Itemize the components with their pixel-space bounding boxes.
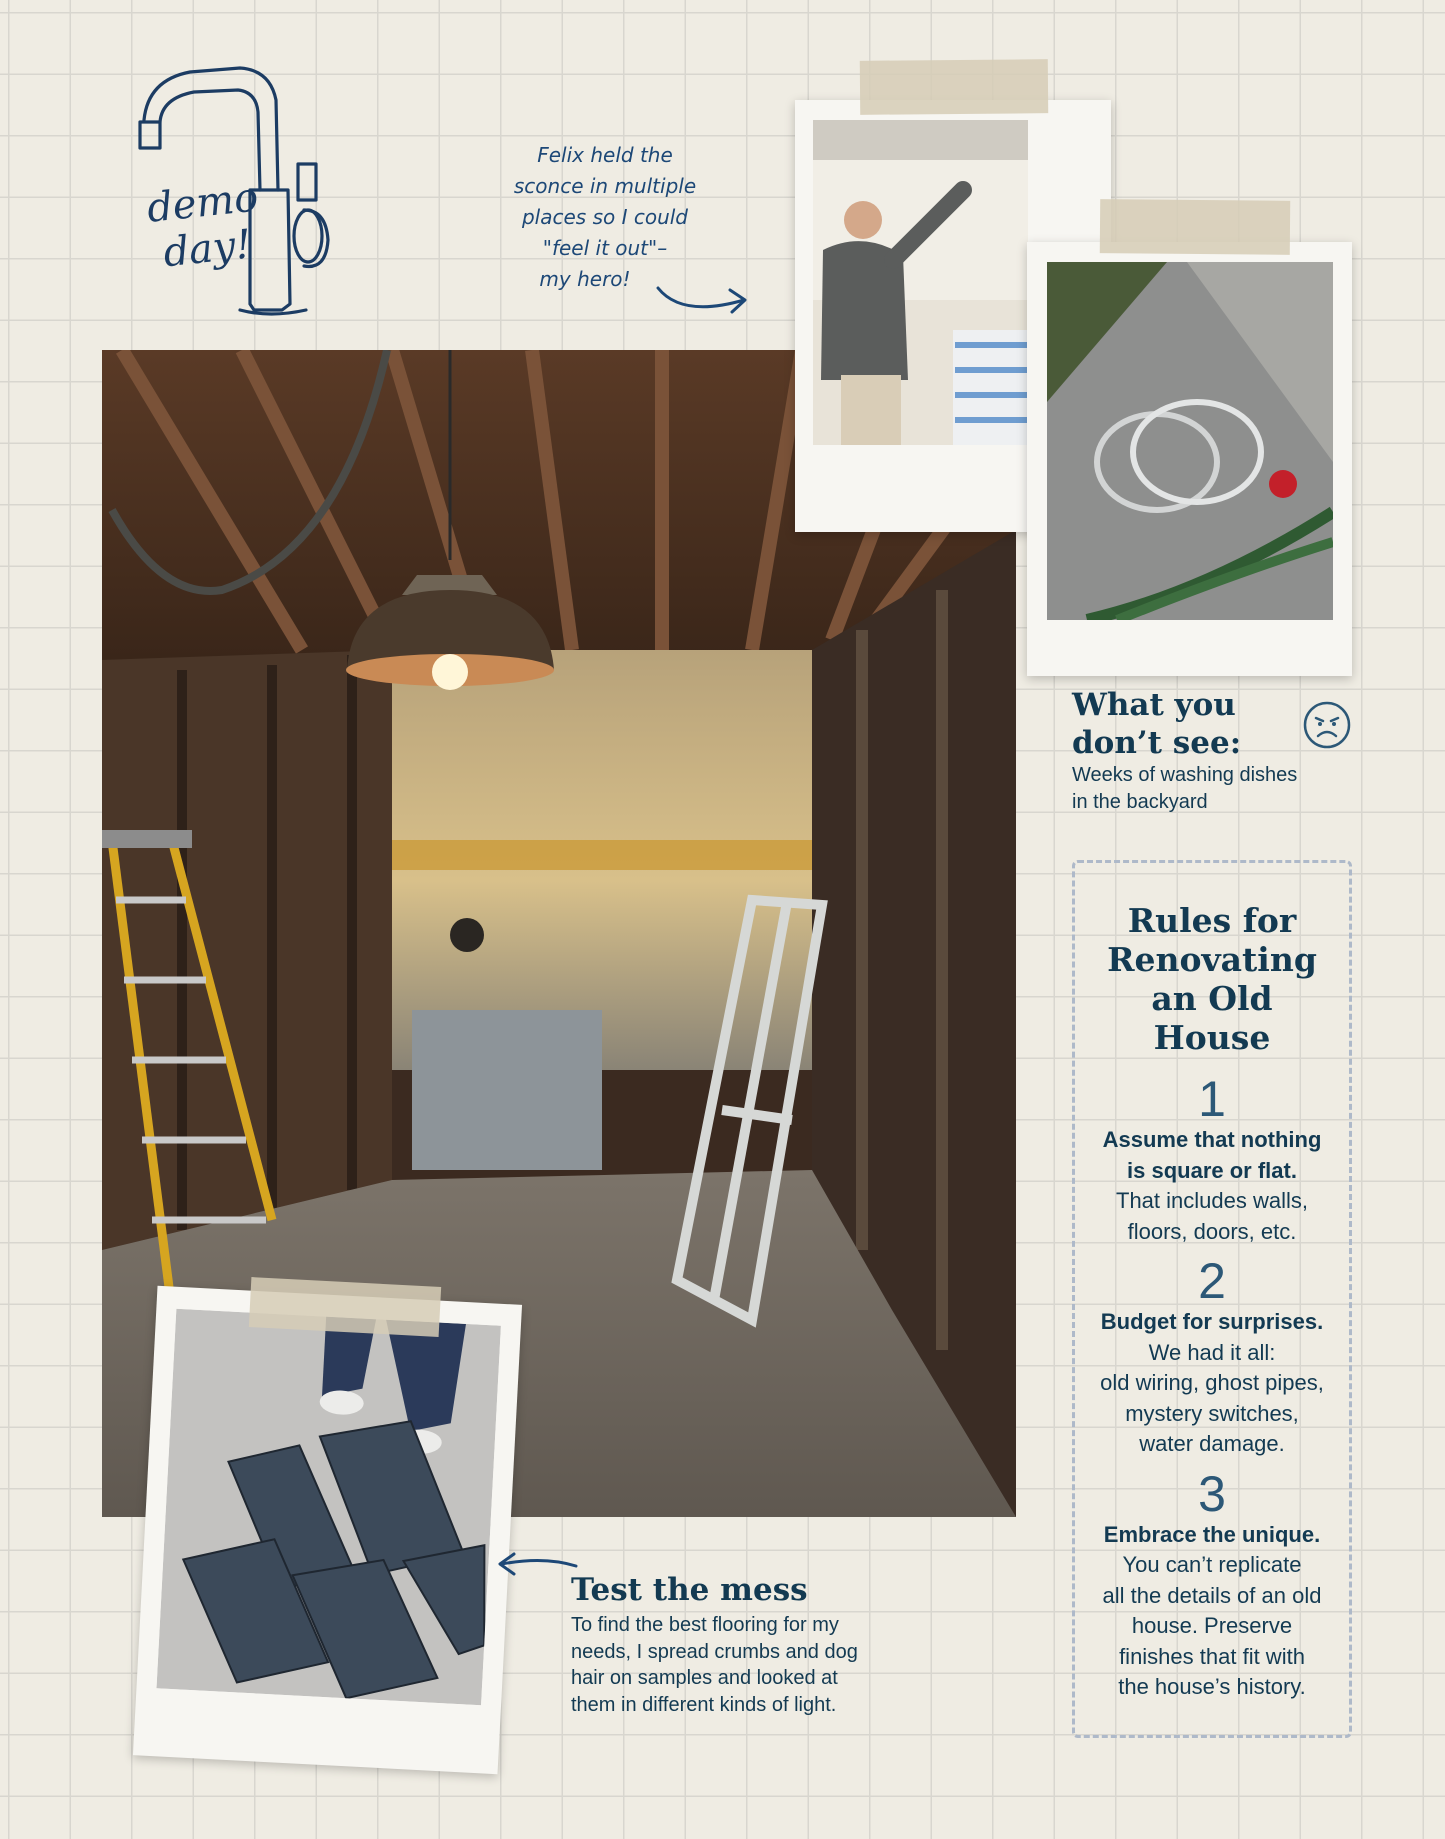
backyard-dishes-photo (1047, 262, 1333, 620)
rule-text-line: all the details of an old (1102, 1582, 1322, 1608)
rule-text-line: That includes walls, (1116, 1188, 1308, 1213)
heading-line: don’t see: (1072, 725, 1242, 761)
curved-arrow-icon (652, 280, 752, 325)
rule-number: 2 (1198, 1253, 1226, 1309)
rule-text-line: mystery switches, (1125, 1400, 1299, 1426)
test-the-mess-body (571, 1612, 858, 1718)
rules-title (1089, 901, 1335, 1057)
rule-text-line: water damage. (1139, 1431, 1285, 1456)
rule-number: 1 (1198, 1071, 1226, 1127)
rules-title-line: Renovating (1107, 940, 1317, 979)
rules-box (1072, 860, 1352, 1738)
rule-item-2 (1089, 1255, 1335, 1460)
what-you-dont-see-heading (1072, 686, 1241, 762)
note-line: "feel it out"– (542, 236, 668, 260)
rules-title-line: an Old House (1151, 979, 1273, 1057)
rule-heading-line: Budget for surprises. (1100, 1309, 1324, 1334)
rule-text-line: We had it all: (1148, 1339, 1276, 1365)
demo-day-line2: day! (161, 221, 254, 277)
note-line: Felix held the (537, 143, 673, 167)
rule-text-line: the house’s history. (1118, 1674, 1306, 1699)
body-line: needs, I spread crumbs and dog (571, 1640, 858, 1663)
heading-line: What you (1072, 687, 1236, 723)
rule-heading-line: Assume that nothing (1102, 1127, 1322, 1152)
rule-item-1 (1089, 1073, 1335, 1247)
rule-text-line: finishes that fit with (1119, 1643, 1305, 1669)
body-line: To find the best flooring for my (571, 1614, 839, 1636)
rule-text-line: house. Preserve (1131, 1613, 1293, 1638)
demo-day-line1: demo (144, 174, 261, 232)
body-line: hair on samples and looked at (571, 1667, 838, 1689)
note-line: places so I could (521, 205, 688, 229)
polaroid-backyard-dishes (1027, 242, 1352, 676)
polaroid-tile-samples (133, 1286, 522, 1774)
body-line: Weeks of washing dishes (1072, 764, 1298, 786)
what-you-dont-see-body (1072, 762, 1297, 816)
rule-heading-line: is square or flat. (1127, 1157, 1297, 1183)
tape-strip (249, 1277, 441, 1337)
tile-samples-photo (156, 1309, 500, 1705)
left-arrow-icon (494, 1548, 580, 1578)
note-line: sconce in multiple (513, 174, 697, 198)
tape-strip (1100, 199, 1290, 255)
rule-text-line: floors, doors, etc. (1127, 1218, 1297, 1244)
rule-text-line: You can’t replicate (1122, 1552, 1302, 1577)
body-line: them in different kinds of light. (571, 1693, 837, 1716)
tape-strip (860, 59, 1048, 115)
body-line: in the backyard (1072, 791, 1208, 813)
note-line: my hero! (539, 267, 631, 291)
rules-title-line: Rules for (1127, 901, 1297, 940)
rule-item-3 (1089, 1465, 1335, 1703)
handwritten-note (470, 140, 740, 295)
demo-day-label (136, 173, 275, 278)
frowning-face-icon (1302, 700, 1352, 750)
rule-text-line: old wiring, ghost pipes, (1100, 1370, 1324, 1395)
rule-heading-line: Embrace the unique. (1103, 1521, 1321, 1547)
rule-number: 3 (1198, 1465, 1226, 1522)
man-holding-sconce-photo (813, 120, 1028, 445)
test-the-mess-heading: Test the mess (571, 1572, 808, 1608)
